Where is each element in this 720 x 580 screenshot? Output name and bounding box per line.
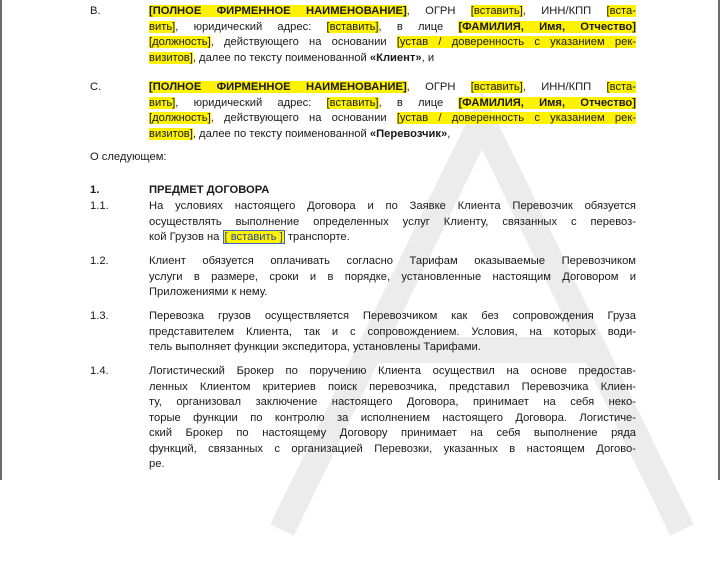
- text-line: [149, 35, 636, 51]
- clause-1-1-number: 1.1.: [90, 200, 109, 212]
- placeholder-field[interactable]: [вставить]: [470, 81, 523, 93]
- insert-field[interactable]: [ вставить ]: [224, 231, 283, 243]
- section-number: 1.: [90, 184, 100, 196]
- text-run: тель выполняет функции экспедитора, установлены Тарифами.: [149, 341, 481, 353]
- party-b-number: B.: [90, 5, 101, 17]
- text-run: ский Брокер по настоящему Договору принимает на себя выполнение ряда: [149, 427, 636, 439]
- party-b-paragraph: [149, 4, 636, 66]
- text-run: , юридический адрес:: [175, 20, 327, 33]
- text-line: [149, 426, 636, 442]
- party-c-number: C.: [90, 81, 102, 93]
- placeholder-field[interactable]: [вста-: [606, 5, 636, 17]
- text-run: , в лице: [378, 96, 459, 109]
- text-run: , и: [421, 51, 435, 64]
- text-run: , далее по тексту поименованной: [192, 127, 370, 140]
- placeholder-field[interactable]: [ПОЛНОЕ ФИРМЕННОЕ НАИМЕНОВАНИЕ]: [149, 5, 407, 17]
- text-line: [149, 215, 636, 231]
- party-name: «Перевозчик»: [369, 127, 448, 140]
- text-run: , действующего на основании: [210, 36, 397, 48]
- placeholder-field[interactable]: [ФАМИЛИЯ, Имя, Отчество]: [458, 96, 636, 109]
- text-run: представителем Клиента, так и с сопровождением. Условия, на которых води-: [149, 325, 636, 338]
- placeholder-field[interactable]: [вставить]: [470, 5, 523, 17]
- text-run: ту, организовал заключение настоящего Договора, принимает на себя неко-: [149, 396, 636, 408]
- text-run: , в лице: [378, 20, 459, 33]
- text-run: ,: [447, 127, 451, 140]
- text-run: , ИНН/КПП: [522, 81, 607, 93]
- text-line: [149, 254, 636, 270]
- text-run: , далее по тексту поименованной: [192, 51, 370, 64]
- text-line: [149, 80, 636, 96]
- party-c-paragraph: [149, 80, 636, 142]
- section-title: ПРЕДМЕТ ДОГОВОРА: [149, 184, 270, 196]
- text-run: На условиях настоящего Договора и по Заявке Клиента Перевозчик обязуется: [149, 200, 636, 212]
- text-run: кой Грузов на: [149, 231, 223, 243]
- text-line: [149, 4, 636, 20]
- placeholder-field[interactable]: [устав / доверенность с указанием рек-: [396, 112, 636, 124]
- placeholder-field[interactable]: вить]: [149, 20, 176, 33]
- text-run: , ИНН/КПП: [522, 5, 607, 17]
- text-line: [149, 96, 636, 112]
- clause-1-4-text: [149, 364, 636, 473]
- text-run: транспорте.: [284, 231, 350, 243]
- text-line: [149, 309, 636, 325]
- text-run: услуги в размере, сроки и в порядке, установленные настоящим Договором и: [149, 270, 636, 283]
- text-line: [149, 457, 636, 473]
- text-line: [149, 51, 636, 67]
- text-line: [149, 20, 636, 36]
- text-line: [149, 380, 636, 396]
- text-run: Перевозка грузов осуществляется Перевозчиком как без сопровождения Груза: [149, 310, 636, 322]
- text-run: торые функции по контролю за исполнением настоящего Договора. Логистиче-: [149, 411, 636, 424]
- text-line: [149, 364, 636, 380]
- clause-1-2-number: 1.2.: [90, 255, 109, 267]
- placeholder-field[interactable]: [вставить]: [326, 20, 379, 33]
- placeholder-field[interactable]: [должность]: [149, 36, 211, 48]
- text-line: [149, 127, 636, 143]
- text-run: Приложениями к нему.: [149, 286, 268, 298]
- text-line: [149, 395, 636, 411]
- text-run: функций, связанных с организацией Перевозки, указанных в настоящем Догово-: [149, 442, 636, 455]
- text-line: [149, 325, 636, 341]
- text-run: Клиент обязуется оплачивать согласно Тарифам оказываемые Перевозчиком: [149, 255, 636, 267]
- clause-1-1-text: [149, 199, 636, 246]
- text-run: Логистический Брокер по поручению Клиента осуществил на основе предостав-: [149, 365, 636, 377]
- text-run: ленных Клиентом критериев поиск перевозчика, представил Перевозчика Клиен-: [149, 380, 636, 393]
- text-line: [149, 340, 636, 356]
- clause-1-3-text: [149, 309, 636, 356]
- placeholder-field[interactable]: [вставить]: [326, 96, 379, 109]
- text-run: , действующего на основании: [210, 112, 397, 124]
- clause-1-3-number: 1.3.: [90, 310, 109, 322]
- intro-text: О следующем:: [90, 151, 167, 163]
- placeholder-field[interactable]: вить]: [149, 96, 176, 109]
- text-run: , ОГРН: [406, 5, 471, 17]
- text-run: , ОГРН: [406, 81, 471, 93]
- text-line: [149, 270, 636, 286]
- text-line: [149, 411, 636, 427]
- text-line: [149, 199, 636, 215]
- text-run: , юридический адрес:: [175, 96, 327, 109]
- text-run: ре.: [149, 458, 165, 470]
- text-line: [149, 230, 636, 246]
- clause-1-2-text: [149, 254, 636, 301]
- placeholder-field[interactable]: [устав / доверенность с указанием рек-: [396, 36, 636, 48]
- text-run: осуществлять выполнение определенных услуг Клиенту, связанных с перевоз-: [149, 215, 636, 228]
- placeholder-field[interactable]: [должность]: [149, 112, 211, 124]
- text-line: [149, 442, 636, 458]
- placeholder-field[interactable]: [вста-: [606, 81, 636, 93]
- placeholder-field[interactable]: [ПОЛНОЕ ФИРМЕННОЕ НАИМЕНОВАНИЕ]: [149, 81, 407, 93]
- text-line: [149, 285, 636, 301]
- placeholder-field[interactable]: визитов]: [149, 127, 193, 140]
- clause-1-4-number: 1.4.: [90, 365, 109, 377]
- placeholder-field[interactable]: [ФАМИЛИЯ, Имя, Отчество]: [458, 20, 636, 33]
- text-line: [149, 111, 636, 127]
- placeholder-field[interactable]: визитов]: [149, 51, 193, 64]
- party-name: «Клиент»: [369, 51, 422, 64]
